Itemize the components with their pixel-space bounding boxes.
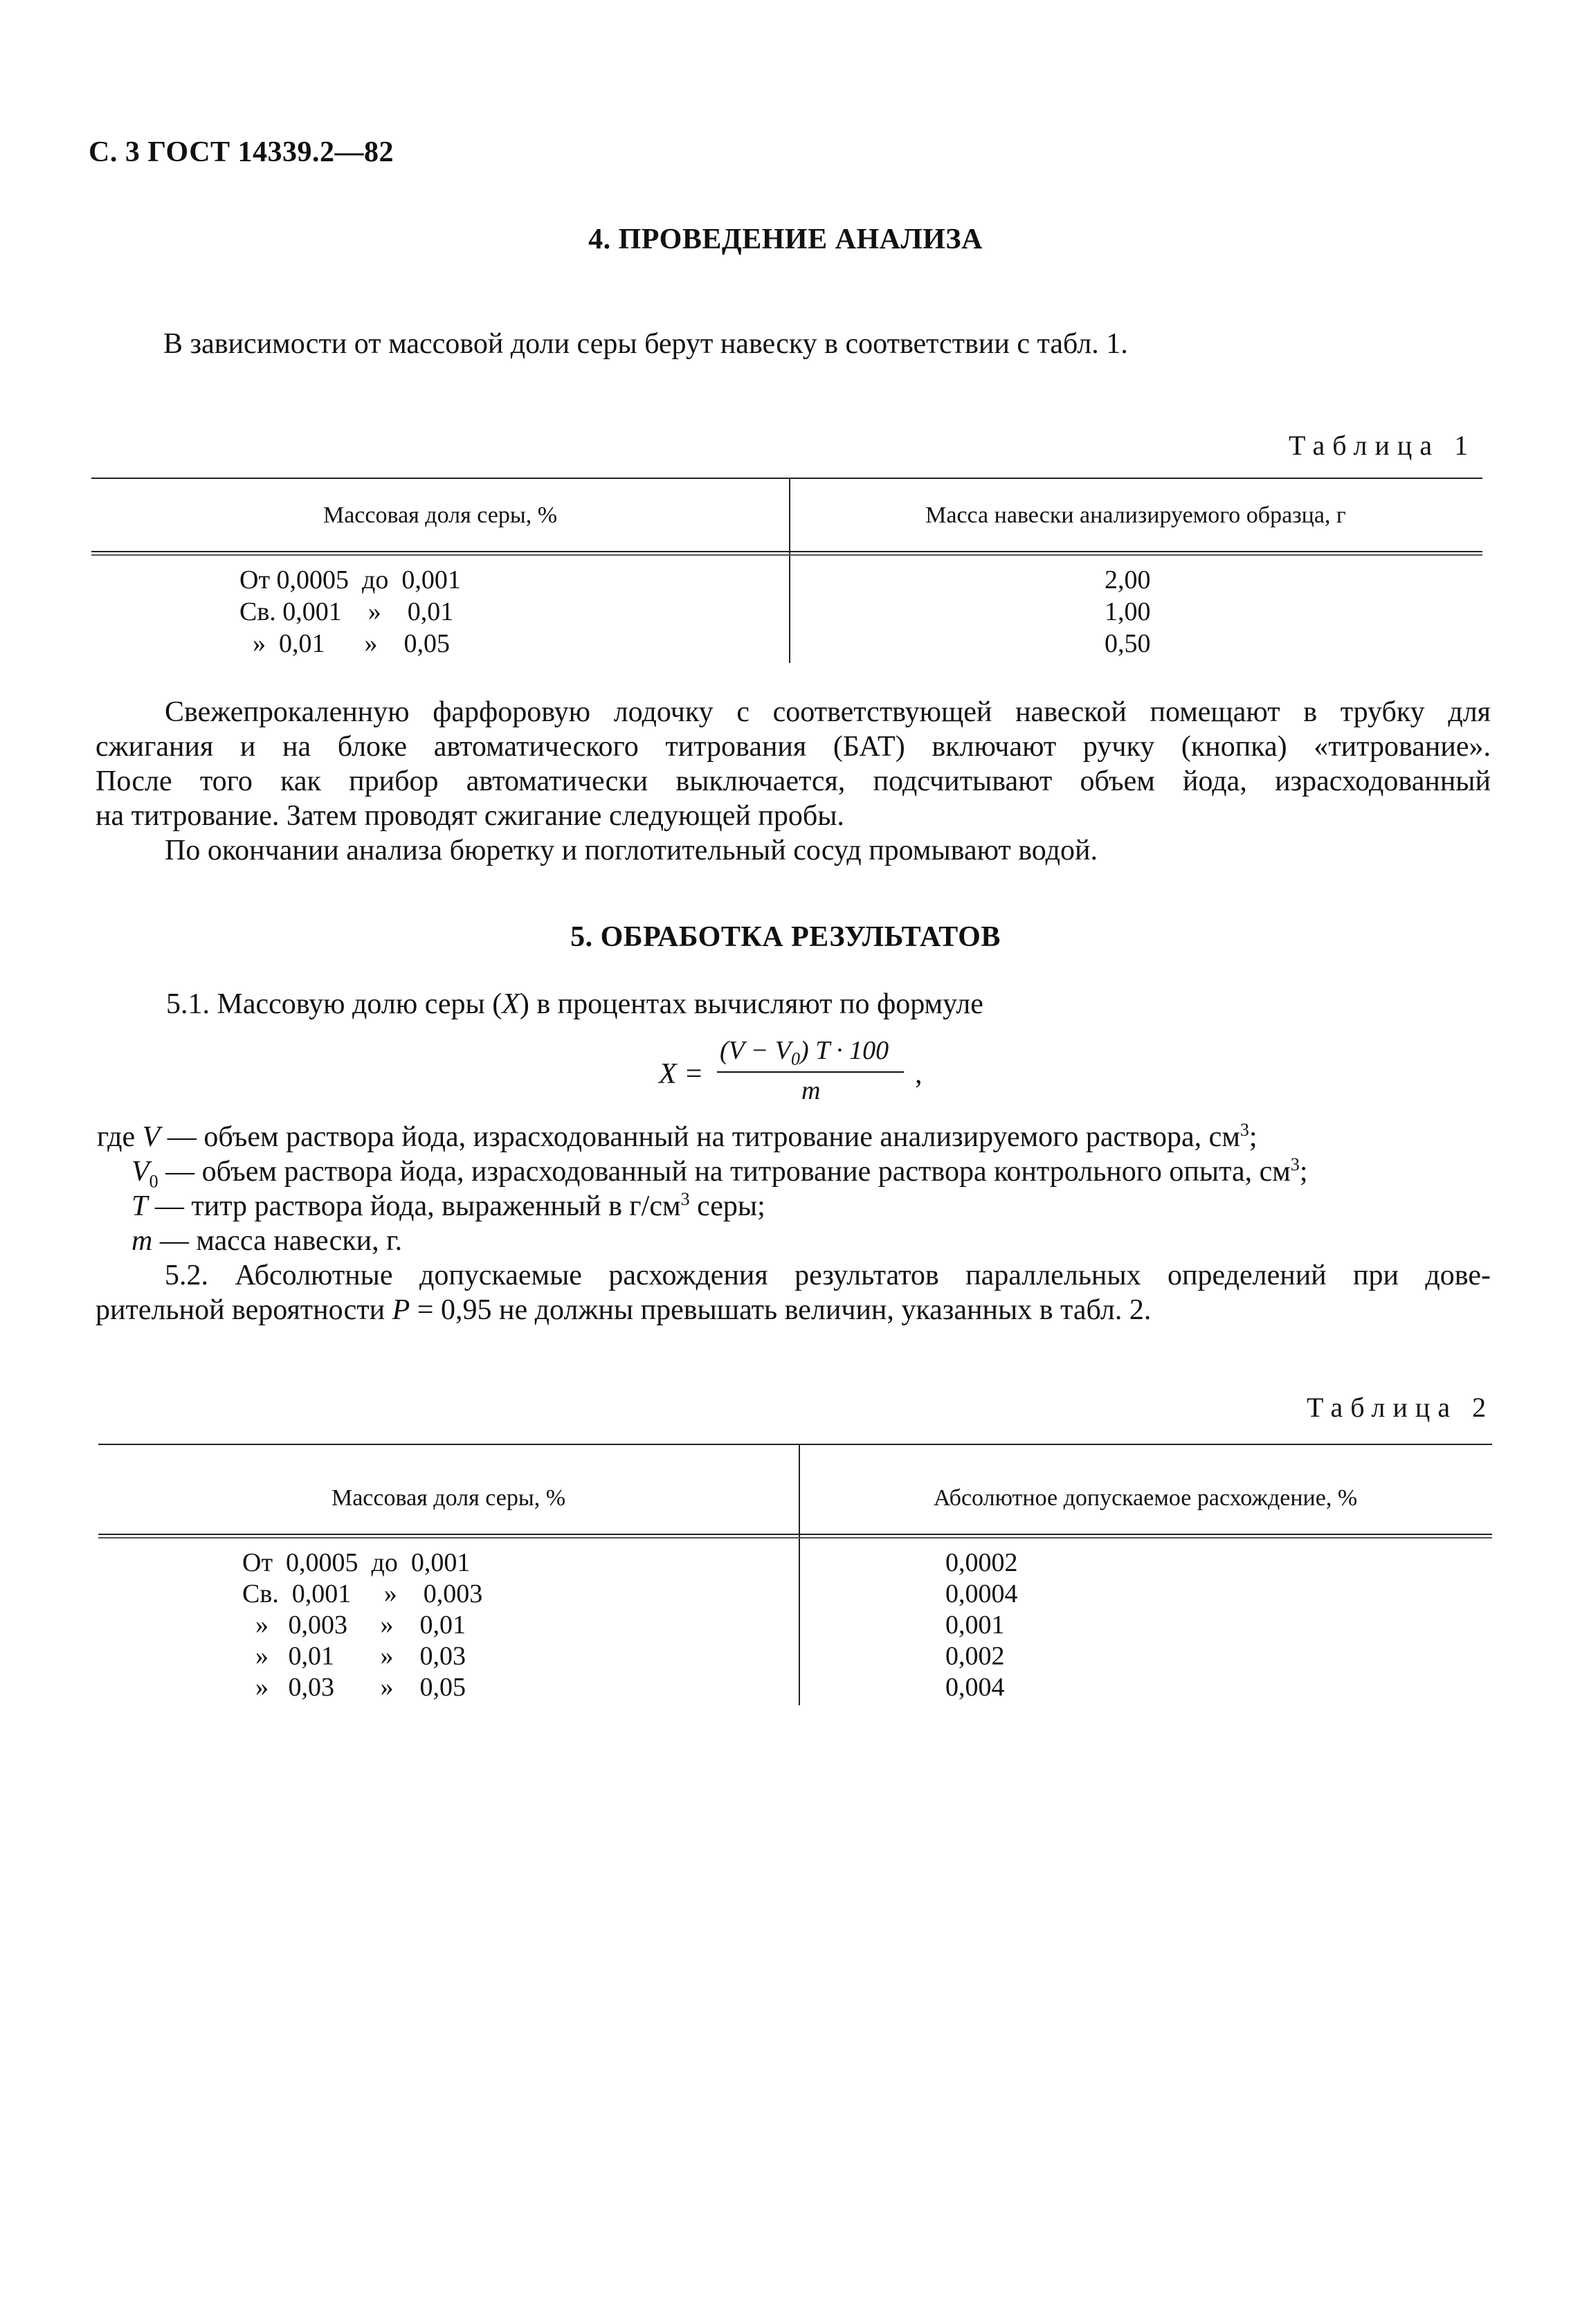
table-1-row-1-range: От 0,0005 до 0,001	[239, 565, 461, 594]
table-2-row-4-range: » 0,01 » 0,03	[242, 1642, 466, 1671]
table-1-header-sample-mass: Масса навески анализируемого образца, г	[925, 502, 1346, 528]
table-1-header-mass-fraction: Массовая доля серы, %	[323, 502, 558, 528]
table-1-row-3-mass: 0,50	[1105, 629, 1151, 658]
table-2-top-rule	[98, 1444, 1492, 1445]
table-1-caption: Таблица 1	[1289, 430, 1476, 461]
table-2-row-2-value: 0,0004	[945, 1579, 1018, 1608]
where-row-v0: $V_0$ — объем раствора йода, израсходованный на титрование раствора контрольного опыта, $см^3$;	[131, 1154, 1308, 1192]
paragraph-5-1-post: ) в процентах вычисляют по формуле	[519, 988, 983, 1020]
table-2-row-3-range: » 0,003 » 0,01	[242, 1610, 466, 1640]
paragraph-5-1	[166, 987, 983, 1022]
table-2-row-3-value: 0,001	[945, 1610, 1005, 1640]
section-4-title: 4. ПРОВЕДЕНИЕ АНАЛИЗА	[588, 224, 983, 255]
table-2-row-5-value: 0,004	[945, 1673, 1005, 1702]
table-1-row-2-range: Св. 0,001 » 0,01	[239, 597, 454, 626]
section-4-intro: В зависимости от массовой доли серы берут навеску в соответствии с табл. 1.	[163, 328, 1128, 360]
table-2-row-1-range: От 0,0005 до 0,001	[242, 1548, 471, 1577]
table-2-header-rule	[98, 1534, 1492, 1538]
table-2-caption: Таблица 2	[1307, 1392, 1494, 1423]
where-row-t: T — титр раствора йода, выраженный в $г/см^3$ серы;	[131, 1189, 765, 1222]
where-row-m: m — масса навески, г.	[131, 1225, 403, 1257]
table-2-row-4-value: 0,002	[945, 1642, 1005, 1671]
formula-lhs: X =	[659, 1058, 704, 1090]
procedure-final: По окончании анализа бюретку и поглотительный сосуд промывают водой.	[165, 835, 1098, 866]
paragraph-5-2-line-2: рительной вероятности P = 0,95 не должны превышать величин, указанных в табл. 2.	[96, 1294, 1152, 1326]
table-1-top-rule	[91, 478, 1482, 479]
formula-denominator: m	[801, 1076, 821, 1105]
table-2-row-2-range: Св. 0,001 » 0,003	[242, 1579, 483, 1608]
formula-trailing-comma: ,	[915, 1058, 923, 1090]
procedure-line-1: Свежепрокаленную фарфоровую лодочку с соответствующей навеской помещают в трубку для	[165, 696, 1491, 728]
table-1-row-3-range: » 0,01 » 0,05	[239, 629, 450, 658]
formula-numerator: $(V - V_0)$ T · 100	[720, 1036, 889, 1069]
table-1-row-2-mass: 1,00	[1105, 597, 1151, 626]
paragraph-5-2	[96, 1258, 1491, 1327]
procedure-line-2: сжигания и на блоке автоматического титрования (БАТ) включают ручку (кнопка) «титрование».	[96, 731, 1491, 763]
where-row-v: где V — объем раствора йода, израсходованный на титрование анализируемого раствора, $см^3$;	[97, 1120, 1257, 1153]
procedure-line-3: После того как прибор автоматически выключается, подсчитывают объем йода, израсходованный	[96, 765, 1491, 797]
section-5-title: 5. ОБРАБОТКА РЕЗУЛЬТАТОВ	[570, 921, 1001, 953]
paragraph-5-1-pre: 5.1. Массовую долю серы (	[166, 988, 502, 1020]
table-2-header-mass-fraction: Массовая доля серы, %	[331, 1485, 566, 1511]
table-2-header-abs-discrepancy: Абсолютное допускаемое расхождение, %	[933, 1485, 1358, 1511]
paragraph-5-1-var: X	[502, 988, 520, 1020]
table-2-row-5-range: » 0,03 » 0,05	[242, 1673, 466, 1702]
table-1-row-1-mass: 2,00	[1105, 565, 1151, 594]
table-2-row-1-value: 0,0002	[945, 1548, 1018, 1577]
procedure-line-4: на титрование. Затем проводят сжигание следующей пробы.	[96, 800, 844, 832]
paragraph-5-2-line-1: 5.2. Абсолютные допускаемые расхождения результатов параллельных определений при дове-	[165, 1260, 1491, 1291]
procedure-paragraph	[96, 695, 1491, 868]
table-1-header-rule	[91, 551, 1482, 556]
table-2-column-divider	[799, 1444, 800, 1705]
formula-fraction-bar	[717, 1071, 904, 1073]
page-header: С. 3 ГОСТ 14339.2—82	[89, 136, 394, 168]
